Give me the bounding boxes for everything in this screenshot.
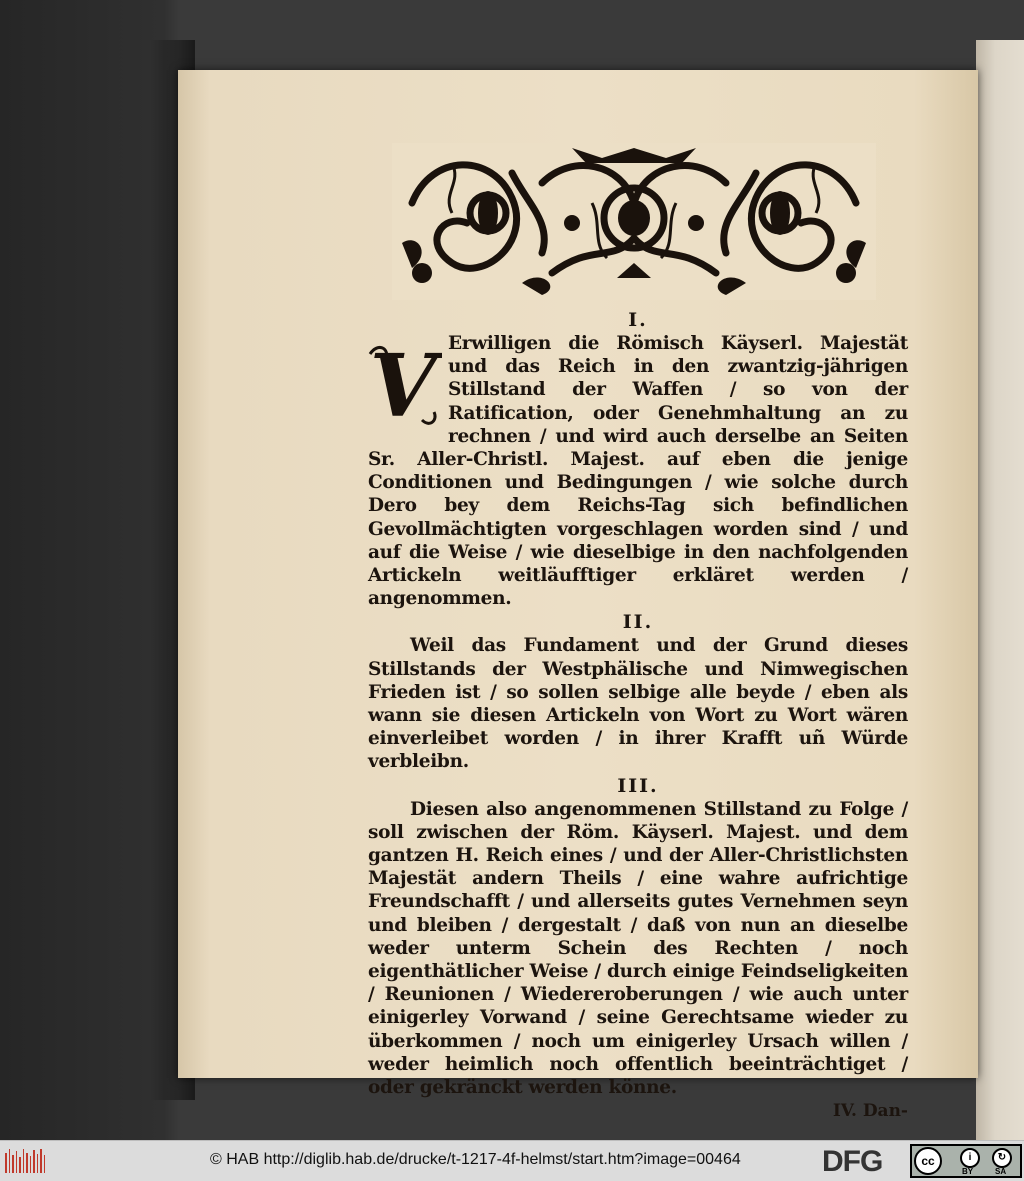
barcode-icon xyxy=(4,1147,48,1175)
document-body xyxy=(368,308,908,1123)
copyright-link[interactable]: © HAB http://diglib.hab.de/drucke/t-1217-4f-helmst/start.htm?image=00464 xyxy=(210,1151,741,1168)
article-text: Erwilligen die Römisch Käyserl. Majestät und das Reich in den zwantzig-jährigen Stillstand der Waffen / so von der Ratification, oder Genehmhaltung an zu rechnen / und wird auch derselbe an Seiten Sr. Aller-Christl. Majest. auf eben die jenige Conditionen und Bedingungen / wie solche durch Dero bey dem Reichs-Tag sich befindlichen Gevollmächtigten vorgeschlagen worden sind / und auf die Weise / wie dieselbige in den nachfolgenden Artickeln weitläufftiger erkläret werden / angenommen. xyxy=(368,333,908,610)
sa-icon: ↻ xyxy=(992,1148,1012,1168)
article-text: Weil das Fundament und der Grund dieses Stillstands der Westphälische und Nimwegischen Frieden ist / so sollen selbige alle beyde / eben als wann sie diesen Artickeln von Wort zu Wort wären einverleibet worden / in ihrer Krafft uñ Würde verbleibn. xyxy=(368,635,908,773)
article-number: I. xyxy=(628,309,648,331)
catchword: IV. Dan- xyxy=(832,1101,908,1122)
initial-letter: V xyxy=(369,336,437,434)
cc-symbol: cc xyxy=(914,1147,942,1175)
article-text: Diesen also angenommenen Stillstand zu Folge / soll zwischen der Röm. Käyserl. Majest. und dem gantzen H. Reich eines / und der Aller-Christlichsten Majestät andern Theils / eine wahre aufrichtige Freundschafft / und allerseits gutes Vernehmen seyn und bleiben / dergestalt / daß von nun an dieselbe weder unterm Schein des Rechten / noch eigenthätlicher Weise / durch einige Feindseligkeiten / Reunionen / Wiedereroberungen / wie auch unter einigerley Vorwand / seine Gerechtsame wieder zu überkommen / noch um einigerley Ursach willen / weder heimlich noch offentlich beeinträchtiget / oder gekränckt werden könne. xyxy=(368,798,908,1099)
article-number: II. xyxy=(622,611,654,634)
by-label: BY xyxy=(962,1167,974,1176)
adjacent-page-edge xyxy=(976,40,1024,1140)
sa-label: SA xyxy=(995,1167,1007,1176)
ornament-headpiece xyxy=(392,143,876,300)
dfg-logo[interactable]: DFG xyxy=(822,1145,883,1178)
by-icon: i xyxy=(960,1148,980,1168)
article-1 xyxy=(368,332,908,610)
cc-license-icon[interactable] xyxy=(910,1144,1022,1178)
article-number: III. xyxy=(617,774,659,797)
viewer-footer xyxy=(0,1140,1024,1181)
decorated-initial xyxy=(364,334,442,434)
